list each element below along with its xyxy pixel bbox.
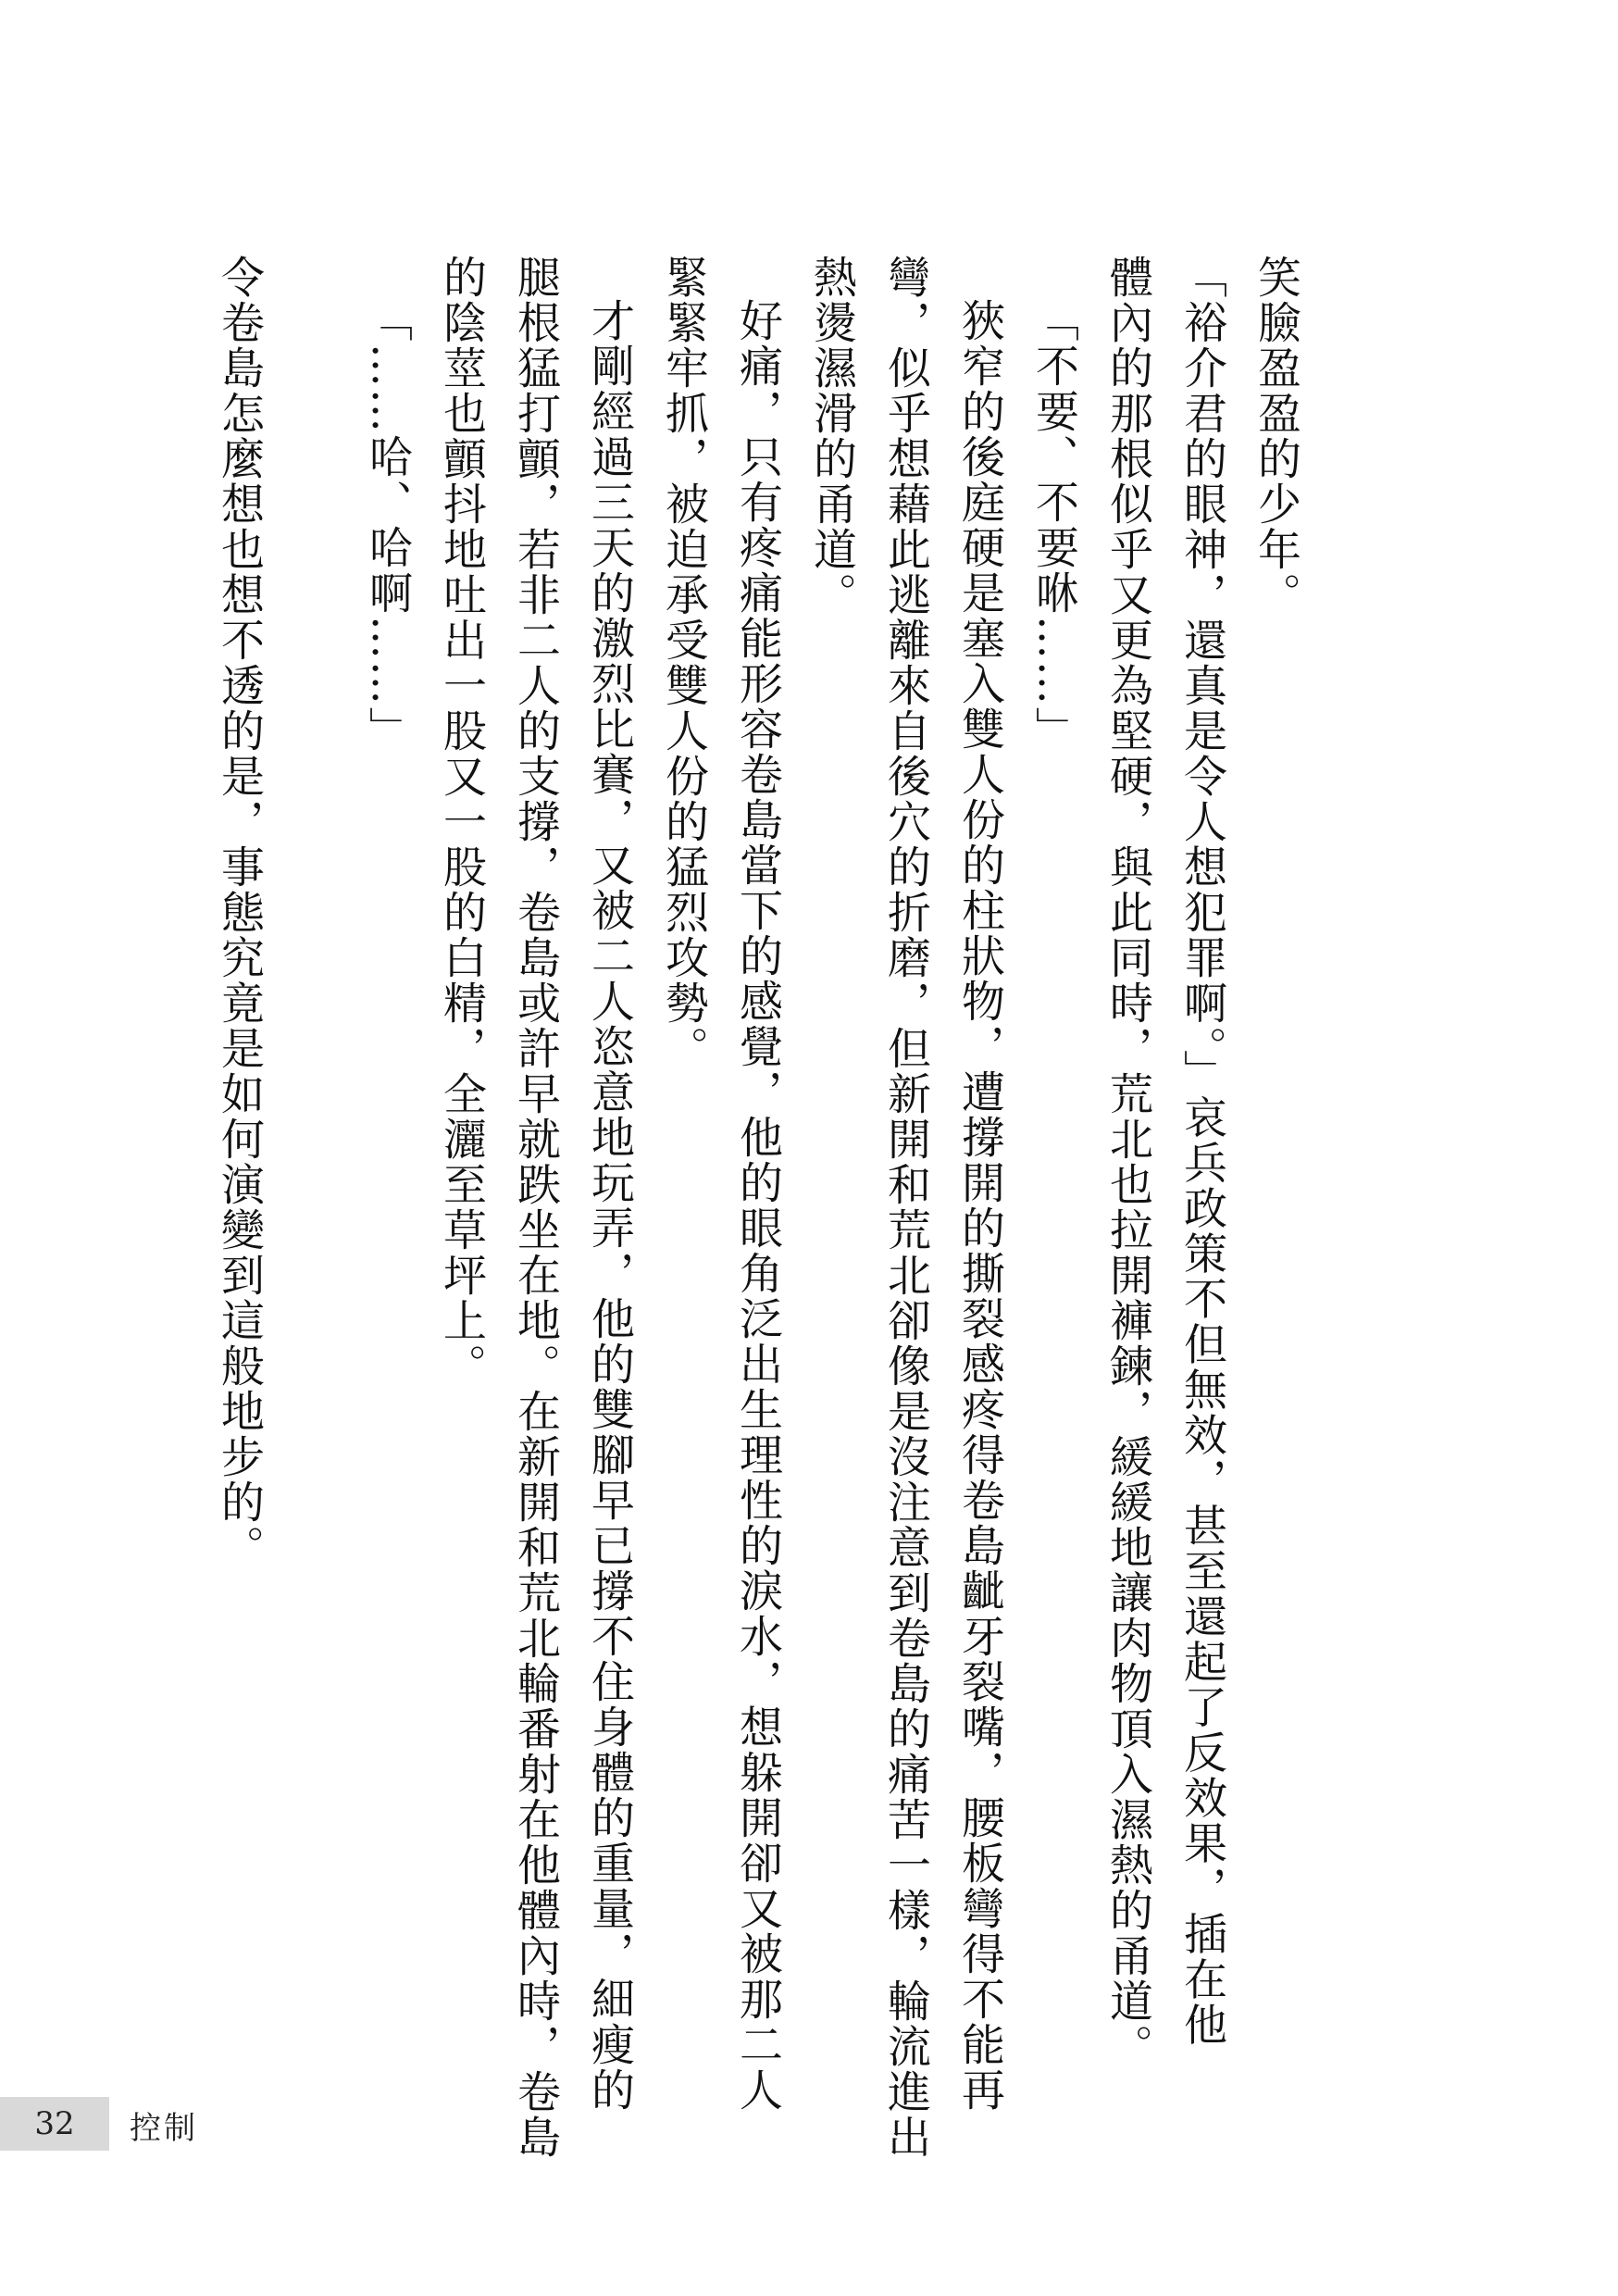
paragraph: 才剛經過三天的激烈比賽，又被二人恣意地玩弄，他的雙腳早已撐不住身體的重量，細瘦的	[584, 298, 635, 2113]
paragraph: 好痛，只有疼痛能形容卷島當下的感覺，他的眼角泛出生理性的淚水，想躲開卻又被那二人	[732, 298, 783, 2113]
paragraph: 緊緊牢抓，被迫承受雙人份的猛烈攻勢。	[658, 255, 709, 1071]
paragraph: 熱燙濕滑的甬道。	[806, 255, 857, 618]
paragraph: 腿根猛打顫，若非二人的支撐，卷島或許早就跌坐在地。在新開和荒北輪番射在他體內時，卷島	[510, 255, 561, 2160]
vertical-text-body	[202, 255, 1313, 2160]
paragraph: 笑臉盈盈的少年。	[1251, 255, 1301, 618]
paragraph: 「……哈、哈啊……」	[362, 298, 413, 752]
paragraph: 令卷島怎麼想也想不透的是，事態究竟是如何演變到這般地步的。	[214, 255, 265, 1570]
paragraph: 的陰莖也顫抖地吐出一股又一股的白精，全灑至草坪上。	[436, 255, 487, 1389]
blank-line	[276, 255, 350, 2014]
paragraph: 彎，似乎想藉此逃離來自後穴的折磨，但新開和荒北卻像是沒注意到卷島的痛苦一樣，輪流進出	[880, 255, 931, 2160]
book-title: 控制	[130, 2110, 198, 2147]
page-footer	[0, 2097, 278, 2152]
paragraph: 體內的那根似乎又更為堅硬，與此同時，荒北也拉開褲鍊，緩緩地讓肉物頂入濕熱的甬道。	[1102, 255, 1153, 2069]
paragraph: 「裕介君的眼神，還真是令人想犯罪啊。」哀兵政策不但無效，甚至還起了反效果，插在他	[1176, 255, 1227, 2048]
paragraph: 狹窄的後庭硬是塞入雙人份的柱狀物，遭撐開的撕裂感疼得卷島齜牙裂嘴，腰板彎得不能再	[954, 298, 1005, 2113]
page-number: 32	[0, 2097, 109, 2151]
paragraph: 「不要、不要咻……」	[1028, 298, 1079, 752]
